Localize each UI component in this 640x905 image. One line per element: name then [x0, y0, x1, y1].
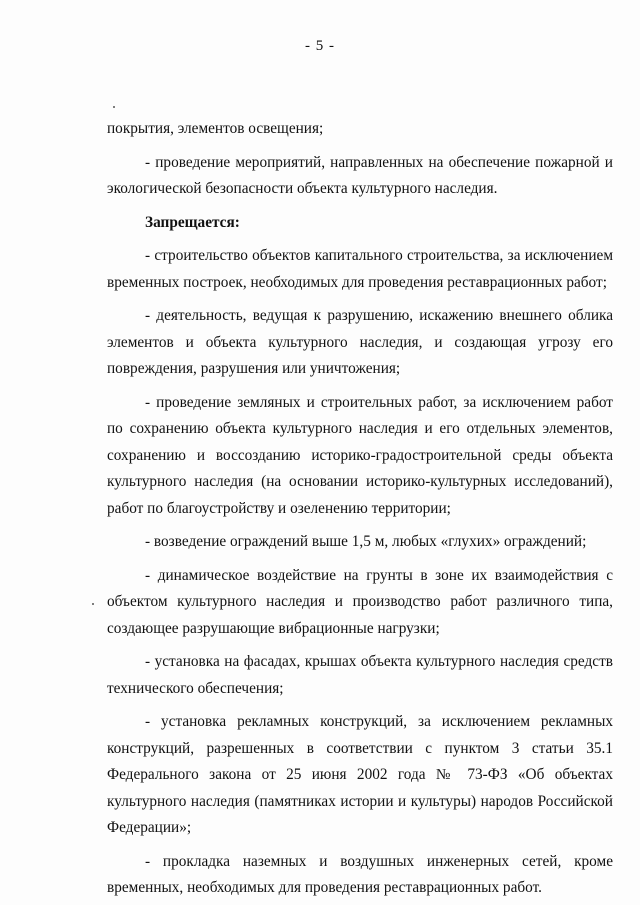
prohibited-heading: Запрещается:: [145, 213, 240, 231]
prohibition-item: - динамическое воздействие на грунты в зоне их взаимодействия с объектом культурного наследия и производство работ различного типа, создающее разрушающие вибрационные нагрузки;: [107, 566, 613, 637]
paragraph-continuation: покрытия, элементов освещения;: [107, 120, 324, 137]
paragraph-gap: [107, 642, 613, 649]
paragraph-gap: [107, 522, 613, 529]
paragraph-gap: [107, 143, 613, 150]
prohibition-item: - установка рекламных конструкций, за исключением рекламных конструкций, разрешенных в соответствии с пунктом 3 статьи 35.1 Федерального закона от 25 июня 2002 года № 73-ФЗ «Об объектах культурного наследия (памятниках истории и культуры) народов Российской Федерации»;: [107, 713, 613, 836]
prohibition-item: - проведение земляных и строительных работ, за исключением работ по сохранению объекта культурного наследия и его отдельных элементов, сохранению и воссозданию историко-градостроительной среды объекта культурного наследия (на основании историко-культурных исследований), работ по благоустройству и озеленению территории;: [107, 393, 613, 517]
document-body: [107, 116, 613, 902]
paragraph-gap: [107, 702, 613, 709]
scan-speck: [92, 603, 94, 605]
paragraph-gap: [107, 296, 613, 303]
prohibition-item: - возведение ограждений выше 1,5 м, любых «глухих» ограждений;: [145, 533, 587, 550]
paragraph-fire-safety: - проведение мероприятий, направленных на обеспечение пожарной и экологической безопасности объекта культурного наследия.: [107, 153, 613, 197]
paragraph-gap: [107, 842, 613, 849]
paragraph-gap: [107, 383, 613, 390]
scan-speck: [113, 106, 115, 108]
prohibition-item: - деятельность, ведущая к разрушению, искажению внешнего облика элементов и объекта культурного наследия, и создающая угрозу его повреждения, разрушения или уничтожения;: [107, 307, 613, 377]
prohibition-item: - установка на фасадах, крышах объекта культурного наследия средств технического обеспечения;: [107, 653, 613, 697]
page-number: - 5 -: [305, 38, 335, 54]
paragraph-gap: [107, 236, 613, 243]
paragraph-gap: [107, 203, 613, 210]
paragraph-gap: [107, 556, 613, 563]
prohibition-item: - строительство объектов капитального строительства, за исключением временных построек, необходимых для проведения реставрационных работ;: [107, 247, 613, 291]
prohibition-item: - прокладка наземных и воздушных инженерных сетей, кроме временных, необходимых для проведения реставрационных работ.: [107, 852, 613, 896]
